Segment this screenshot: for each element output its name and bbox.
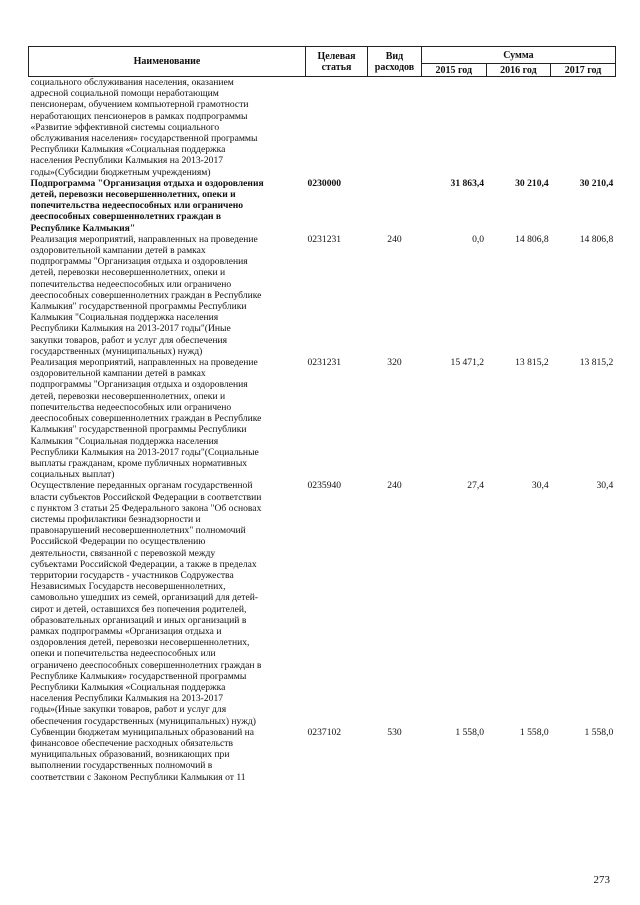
header-year-2017: 2017 год [551, 64, 616, 77]
row-sum-2015-cell: 31 863,4 [450, 177, 485, 189]
row-sum-2016-cell: 30 210,4 [515, 177, 549, 189]
table-header [29, 47, 616, 77]
row-target-cell: 0235940 [307, 480, 342, 492]
header-year-2016: 2016 год [486, 64, 551, 77]
page-number: 273 [593, 874, 610, 886]
row-kind-cell: 320 [387, 357, 402, 369]
row-name-cell: Субвенции бюджетам муниципальных образований на финансовое обеспечение расходных обязательств муниципальных образований, возникающих при выполнении государственных полномочий в соответствии с Законом Республики Калмыкия от 11 [30, 726, 255, 783]
row-sum-2017-cell [551, 77, 616, 178]
row-target-cell: 0230000 [307, 177, 342, 189]
row-target-cell: 0231231 [307, 357, 342, 369]
header-expense-kind: Вид расходов [368, 47, 422, 77]
table-row [29, 77, 616, 178]
table-row [29, 357, 616, 480]
row-name-cell: Подпрограмма "Организация отдыха и оздоровления детей, перевозки несовершеннолетних, опеки и попечительства недееспособных или ограничено дееспособных совершеннолетних граждан в Республике Калмыкия" [30, 177, 264, 234]
row-sum-2017-cell: 13 815,2 [579, 357, 614, 369]
row-sum-2016-cell [486, 77, 551, 178]
row-sum-2016-cell: 30,4 [531, 480, 549, 492]
row-kind-cell: 240 [387, 480, 402, 492]
table-body [29, 77, 616, 783]
row-kind-cell [368, 77, 422, 178]
header-target-article: Целевая статья [306, 47, 368, 77]
row-name-cell: Реализация мероприятий, направленных на проведение оздоровительной кампании детей в рамках подпрограммы "Организация отдыха и оздоровления детей, перевозки несовершеннолетних, опеки и попечительства недееспособных или ограничено дееспособных совершеннолетних граждан в Республике Калмыкия" государственной программы Республики Калмыкия "Социальная поддержка населения Республики Калмыкия на 2013-2017 годы"(Иные закупки товаров, работ и услуг для обеспечения государственных (муниципальных) нужд) [30, 233, 262, 357]
row-name-cell: Осуществление переданных органам государственной власти субъектов Российской Федерации в соответствии с пунктом 3 статьи 25 Федерального закона "Об основах системы профилактики безнадзорности и правонарушений несовершеннолетних" полномочий Российской Федерации по осуществлению деятельности, связанной с перевозкой между субъектами Российской Федерации, а также в пределах территории государств - участников Содружества Независимых Государств несовершеннолетних, самовольно ушедших из семей, организаций для детей- сирот и детей, оставшихся без попечения родителей, образовательных организаций и иных организаций в рамках подпрограммы «Организация отдыха и оздоровления детей, перевозки несовершеннолетних, опеки и попечительства недееспособных или ограничено дееспособных совершеннолетних граждан в Республике Калмыкия» государственной программы Республики Калмыкия «Социальная поддержка населения Республики Калмыкия на 2013-2017 годы»(Иные закупки товаров, работ и услуг для обеспечения государственных (муниципальных) нужд) [30, 480, 262, 727]
row-kind-cell: 240 [387, 233, 402, 245]
row-sum-2017-cell: 14 806,8 [579, 233, 614, 245]
table-row [29, 727, 616, 783]
header-sum: Сумма [422, 47, 616, 64]
table-row [29, 178, 616, 234]
table-row [29, 480, 616, 726]
row-target-cell: 0231231 [307, 233, 342, 245]
row-sum-2016-cell: 1 558,0 [519, 726, 549, 738]
row-sum-2015-cell: 0,0 [472, 233, 485, 245]
header-year-2015: 2015 год [422, 64, 487, 77]
row-sum-2015-cell: 1 558,0 [455, 726, 485, 738]
table-row [29, 234, 616, 357]
row-kind-cell [368, 178, 422, 234]
header-name: Наименование [29, 47, 306, 77]
row-name-cell: социального обслуживания населения, оказанием адресной социальной помощи неработающим пенсионерам, обучением компьютерной грамотности неработающих пенсионеров в рамках подпрограммы «Развитие эффективной системы социального обслуживания населения» государственной программы Республики Калмыкия «Социальная поддержка населения Республики Калмыкия на 2013-2017 годы»(Субсидии бюджетным учреждениям) [30, 77, 258, 178]
budget-table [28, 46, 616, 783]
row-sum-2015-cell [422, 77, 487, 178]
row-sum-2016-cell: 14 806,8 [515, 233, 549, 245]
row-sum-2017-cell: 1 558,0 [584, 726, 614, 738]
row-sum-2015-cell: 15 471,2 [450, 357, 485, 369]
row-sum-2016-cell: 13 815,2 [515, 357, 549, 369]
row-name-cell: Реализация мероприятий, направленных на проведение оздоровительной кампании детей в рамках подпрограммы "Организация отдыха и оздоровления детей, перевозки несовершеннолетних, опеки и попечительства недееспособных или ограничено дееспособных совершеннолетних граждан в Республике Калмыкия" государственной программы Республики Калмыкия "Социальная поддержка населения Республики Калмыкия на 2013-2017 годы"(Социальные выплаты гражданам, кроме публичных нормативных социальных выплат) [30, 357, 262, 481]
row-sum-2017-cell: 30 210,4 [579, 177, 614, 189]
row-target-cell: 0237102 [307, 726, 342, 738]
row-kind-cell: 530 [387, 726, 402, 738]
row-sum-2015-cell: 27,4 [467, 480, 485, 492]
row-sum-2017-cell: 30,4 [596, 480, 614, 492]
row-target-cell [306, 77, 368, 178]
